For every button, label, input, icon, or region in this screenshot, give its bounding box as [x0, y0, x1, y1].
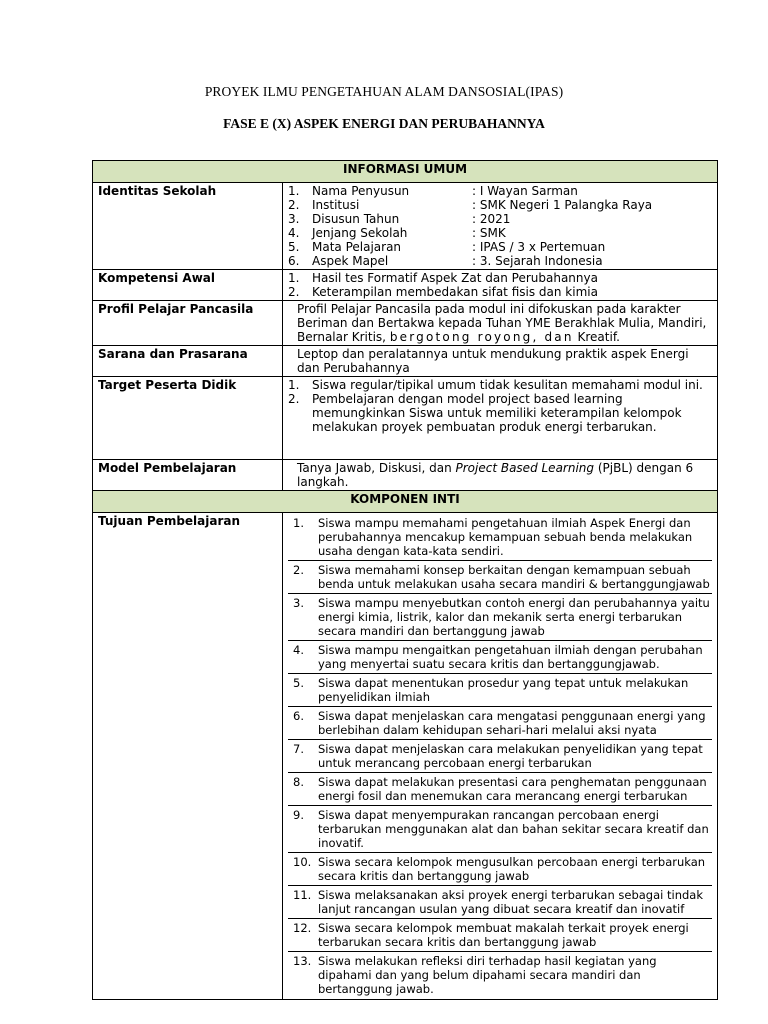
identitas-key: Jenjang Sekolah [312, 226, 408, 240]
identitas-value: : IPAS / 3 x Pertemuan [472, 240, 606, 254]
tujuan-row [288, 806, 712, 853]
identitas-number: 6. [288, 254, 300, 268]
target-number: 1. [288, 378, 300, 392]
tujuan-text: Siswa secara kelompok mengusulkan percobaan energi terbarukan secara kritis dan bertanggung jawab [313, 853, 712, 886]
identitas-row [288, 198, 712, 212]
profil-label: Profil Pelajar Pancasila [93, 301, 283, 346]
identitas-number: 5. [288, 240, 300, 254]
model-text-after: (PjBL) dengan 6 langkah. [297, 461, 694, 489]
section-heading-general: INFORMASI UMUM [93, 161, 718, 183]
tujuan-row [288, 674, 712, 707]
identitas-row [288, 254, 712, 268]
tujuan-text: Siswa secara kelompok membuat makalah terkait proyek energi terbarukan secara kritis dan bertanggung jawab [313, 919, 712, 952]
identitas-row [288, 184, 712, 198]
target-label: Target Peserta Didik [93, 377, 283, 460]
tujuan-row [288, 707, 712, 740]
tujuan-row [288, 740, 712, 773]
document-subtitle: FASE E (X) ASPEK ENERGI DAN PERUBAHANNYA [223, 116, 545, 131]
target-content [283, 377, 718, 460]
profil-text-spaced: bergotong royong, dan [389, 330, 574, 344]
tujuan-text: Siswa dapat melakukan presentasi cara penghematan penggunaan energi fosil dan menemukan cara merancang energi terbarukan [313, 773, 712, 806]
identitas-key: Nama Penyusun [312, 184, 410, 198]
tujuan-text: Siswa memahami konsep berkaitan dengan kemampuan sebuah benda untuk melakukan usaha secara mandiri & bertanggungjawab [313, 561, 712, 594]
tujuan-number: 3. [288, 594, 313, 641]
section-heading-core: KOMPONEN INTI [93, 491, 718, 513]
identitas-key: Institusi [312, 198, 360, 212]
tujuan-number: 2. [288, 561, 313, 594]
kompetensi-item [288, 271, 712, 285]
tujuan-number: 6. [288, 707, 313, 740]
profil-text-end: Kreatif. [577, 330, 620, 344]
target-text: Pembelajaran dengan model project based learning memungkinkan Siswa untuk memiliki keterampilan kelompok melakukan proyek pembuatan produk energi terbarukan. [312, 392, 682, 434]
tujuan-row [288, 773, 712, 806]
tujuan-list [288, 514, 712, 998]
row-kompetensi [93, 270, 718, 301]
identitas-value: : 2021 [472, 212, 511, 226]
identitas-key: Disusun Tahun [312, 212, 400, 226]
tujuan-text: Siswa mampu mengaitkan pengetahuan ilmiah dengan perubahan yang menyertai suatu secara kritis dan bertanggungjawab. [313, 641, 712, 674]
identitas-value: : SMK Negeri 1 Palangka Raya [472, 198, 653, 212]
identitas-key: Aspek Mapel [312, 254, 389, 268]
sarana-text: Leptop dan peralatannya untuk mendukung praktik aspek Energi dan Perubahannya [283, 346, 718, 377]
identitas-row [288, 240, 712, 254]
tujuan-row [288, 641, 712, 674]
identitas-value: : SMK [472, 226, 506, 240]
tujuan-row [288, 561, 712, 594]
tujuan-number: 8. [288, 773, 313, 806]
tujuan-row [288, 886, 712, 919]
tujuan-number: 10. [288, 853, 313, 886]
identitas-number: 4. [288, 226, 300, 240]
row-identitas [93, 183, 718, 270]
kompetensi-item [288, 285, 712, 299]
tujuan-label: Tujuan Pembelajaran [93, 513, 283, 1000]
kompetensi-content [283, 270, 718, 301]
kompetensi-number: 1. [288, 271, 300, 285]
model-text: Tanya Jawab, Diskusi, dan [297, 461, 456, 475]
target-item [288, 378, 712, 392]
tujuan-number: 5. [288, 674, 313, 707]
row-sarana [93, 346, 718, 377]
tujuan-text: Siswa mampu menyebutkan contoh energi dan perubahannya yaitu energi kimia, listrik, kalor dan mekanik serta energi terbarukan secara mandiri dan bertanggung jawab [313, 594, 712, 641]
tujuan-row [288, 919, 712, 952]
model-label: Model Pembelajaran [93, 460, 283, 491]
section-row-core [93, 491, 718, 513]
profil-text: Profil Pelajar Pancasila pada modul ini difokuskan pada karakter Beriman dan Bertakwa kepada Tuhan YME Berakhlak Mulia, Mandiri, Bernalar Kritis, [297, 302, 707, 344]
tujuan-text: Siswa mampu memahami pengetahuan ilmiah Aspek Energi dan perubahannya mencakup kemampuan sebuah benda melakukan usaha dengan kata-kata sendiri. [313, 514, 712, 561]
profil-content [283, 301, 718, 346]
section-row-general [93, 161, 718, 183]
tujuan-content [283, 513, 718, 1000]
identitas-row [288, 212, 712, 226]
tujuan-text: Siswa melaksanakan aksi proyek energi terbarukan sebagai tindak lanjut rancangan usulan yang dibuat secara kreatif dan inovatif [313, 886, 712, 919]
row-target [93, 377, 718, 460]
tujuan-text: Siswa dapat menjelaskan cara melakukan penyelidikan yang tepat untuk merancang percobaan energi terbarukan [313, 740, 712, 773]
tujuan-number: 1. [288, 514, 313, 561]
identitas-key: Mata Pelajaran [312, 240, 402, 254]
identitas-value: : 3. Sejarah Indonesia [472, 254, 603, 268]
identitas-label: Identitas Sekolah [93, 183, 283, 270]
tujuan-row [288, 594, 712, 641]
model-text-italic: Project Based Learning [455, 461, 595, 475]
module-table [92, 160, 718, 1000]
tujuan-row [288, 952, 712, 999]
target-number: 2. [288, 392, 300, 406]
kompetensi-text: Keterampilan membedakan sifat fisis dan kimia [312, 285, 598, 299]
identitas-number: 2. [288, 198, 300, 212]
tujuan-number: 11. [288, 886, 313, 919]
identitas-number: 3. [288, 212, 300, 226]
identitas-content [283, 183, 718, 270]
tujuan-number: 4. [288, 641, 313, 674]
row-tujuan [93, 513, 718, 1000]
tujuan-text: Siswa melakukan refleksi diri terhadap hasil kegiatan yang dipahami dan yang belum dipahami secara mandiri dan bertanggung jawab. [318, 954, 657, 996]
target-list [288, 378, 712, 434]
model-content [283, 460, 718, 491]
tujuan-number: 9. [288, 806, 313, 853]
tujuan-row [288, 853, 712, 886]
tujuan-number: 7. [288, 740, 313, 773]
identitas-number: 1. [288, 184, 300, 198]
identitas-list [288, 184, 712, 268]
tujuan-text: Siswa dapat menentukan prosedur yang tepat untuk melakukan penyelidikan ilmiah [313, 674, 712, 707]
kompetensi-label: Kompetensi Awal [93, 270, 283, 301]
kompetensi-text: Hasil tes Formatif Aspek Zat dan Perubahannya [312, 271, 598, 285]
identitas-row [288, 226, 712, 240]
tujuan-text: Siswa dapat menjelaskan cara mengatasi penggunaan energi yang berlebihan dalam kehidupan sehari-hari melalui aksi nyata [313, 707, 712, 740]
tujuan-number: 13. [293, 954, 312, 968]
sarana-label: Sarana dan Prasarana [93, 346, 283, 377]
row-model [93, 460, 718, 491]
row-profil [93, 301, 718, 346]
target-text: Siswa regular/tipikal umum tidak kesulitan memahami modul ini. [312, 378, 703, 392]
tujuan-text: Siswa dapat menyempurakan rancangan percobaan energi terbarukan menggunakan alat dan bahan sekitar secara kreatif dan inovatif. [313, 806, 712, 853]
document-title: PROYEK ILMU PENGETAHUAN ALAM DANSOSIAL(IPAS) [204, 84, 564, 99]
kompetensi-number: 2. [288, 285, 300, 299]
kompetensi-list [288, 271, 712, 299]
tujuan-row [288, 514, 712, 561]
tujuan-number: 12. [288, 919, 313, 952]
target-item [288, 392, 712, 434]
identitas-value: : I Wayan Sarman [472, 184, 578, 198]
